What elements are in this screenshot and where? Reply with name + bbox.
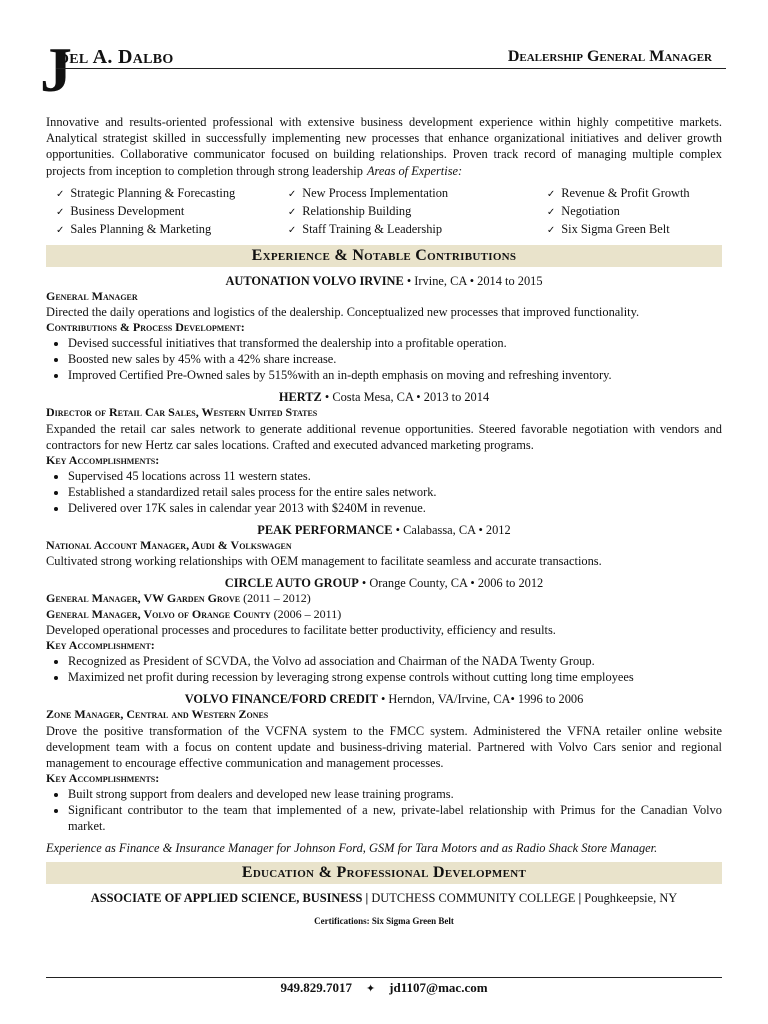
- bullet-item: • Recognized as President of SCVDA, the Volvo ad association and Chairman of the NADA Twenty Group.: [68, 653, 722, 669]
- skill-item: ✓ Revenue & Profit Growth: [547, 185, 722, 203]
- role-title: General Manager, Volvo of Orange County: [46, 606, 271, 621]
- degree-separator: |: [575, 890, 585, 905]
- contact-footer: [0, 980, 768, 996]
- skill-item: ✓ Six Sigma Green Belt: [547, 221, 722, 239]
- certifications: Certifications: Six Sigma Green Belt: [314, 915, 454, 926]
- job-header: [46, 575, 722, 591]
- degree-separator: |: [362, 890, 372, 905]
- job-subheading: Key Accomplishments:: [46, 770, 160, 785]
- email-address[interactable]: jd1107@mac.com: [389, 980, 488, 995]
- skill-item: ✓ Strategic Planning & Forecasting: [56, 185, 278, 203]
- job-entry: [46, 389, 722, 516]
- job-description: Developed operational processes and procedures to facilitate better productivity, efficiency and results.: [46, 623, 556, 638]
- bullet-item: • Improved Certified Pre-Owned sales by 515%with an in-depth emphasis on moving and refreshing inventory.: [68, 367, 722, 383]
- job-role: National Account Manager, Audi & Volkswagen: [46, 537, 292, 552]
- job-description: Expanded the retail car sales network to generate additional revenue opportunities. Steered favorable negotiation with vendors and contractors for new Hertz car sales locations. Crafted and executed advanced marketing programs.: [46, 421, 722, 452]
- header-divider: [56, 68, 726, 69]
- skills-column-2: [278, 185, 537, 239]
- skill-item: ✓ Relationship Building: [288, 203, 537, 221]
- job-entry: [46, 273, 722, 384]
- employer-name: AUTONATION VOLVO IRVINE: [225, 273, 404, 288]
- role-title: General Manager, VW Garden Grove: [46, 591, 241, 606]
- name-initial: J: [40, 34, 72, 105]
- job-location-dates: • Calabassa, CA • 2012: [392, 522, 511, 537]
- job-description: Drove the positive transformation of the VCFNA system to the FMCC system. Administered the VFNA retailer online website development team with a focus on content update and business-driving material. Partnered with Volvo Cars senior and regional management to encourage effective communication and management processes.: [46, 723, 722, 770]
- role-dates: (2011 – 2012): [240, 591, 311, 606]
- job-location-dates: • Costa Mesa, CA • 2013 to 2014: [321, 390, 490, 405]
- job-header: [46, 522, 722, 538]
- job-bullets: [46, 786, 722, 834]
- job-location-dates: • Irvine, CA • 2014 to 2015: [403, 273, 543, 288]
- employer-name: PEAK PERFORMANCE: [257, 522, 393, 537]
- skill-item: ✓ Negotiation: [547, 203, 722, 221]
- resume-body: [46, 114, 722, 926]
- job-role: General Manager: [46, 288, 138, 303]
- footer-divider: [46, 977, 722, 978]
- employer-name: CIRCLE AUTO GROUP: [224, 576, 359, 591]
- skill-item: ✓ Sales Planning & Marketing: [56, 221, 278, 239]
- job-header: [46, 273, 722, 289]
- job-role: [46, 591, 722, 607]
- job-title: Dealership General Manager: [507, 48, 712, 65]
- bullet-item: • Delivered over 17K sales in calendar year 2013 with $240M in revenue.: [68, 500, 722, 516]
- job-location-dates: • Orange County, CA • 2006 to 2012: [358, 576, 544, 591]
- employer-name: VOLVO FINANCE/FORD CREDIT: [184, 692, 378, 707]
- degree-line: [46, 890, 722, 906]
- skills-column-3: [537, 185, 722, 239]
- candidate-name: oel A. Dalbo: [58, 46, 174, 68]
- role-dates: (2006 – 2011): [270, 606, 342, 621]
- summary-text: Innovative and results-oriented professional with extensive business development experience within highly competitive markets. Analytical strategist skilled in successfully implementing new processes that enhance organizational initiatives and deliver growth opportunities. Collaborative communicator focused on building relationships. Proven track record of managing multiple complex projects from inception to completion through strong leadership: [46, 115, 722, 178]
- job-location-dates: • Herndon, VA/Irvine, CA• 1996 to 2006: [377, 692, 584, 707]
- job-entry: [46, 575, 722, 685]
- education-section-heading: Education & Professional Development: [46, 862, 722, 884]
- bullet-item: • Built strong support from dealers and developed new lease training programs.: [68, 786, 722, 802]
- skills-column-1: [46, 185, 278, 239]
- resume-header: [40, 34, 726, 105]
- additional-experience-note: Experience as Finance & Insurance Manager for Johnson Ford, GSM for Tara Motors and as Radio Shack Store Manager.: [46, 840, 658, 855]
- job-description: Directed the daily operations and logistics of the dealership. Conceptualized new processes that improved functionality.: [46, 305, 640, 320]
- job-role: Zone Manager, Central and Western Zones: [46, 707, 269, 722]
- degree-name: ASSOCIATE OF APPLIED SCIENCE, BUSINESS: [90, 890, 363, 905]
- bullet-item: • Boosted new sales by 45% with a 42% share increase.: [68, 351, 722, 367]
- job-subheading: Key Accomplishment:: [46, 638, 155, 653]
- job-bullets: [46, 335, 722, 383]
- job-entry: [46, 691, 722, 834]
- job-header: [46, 691, 722, 707]
- job-bullets: [46, 468, 722, 516]
- diamond-separator-icon: ✦: [365, 982, 376, 995]
- job-entry: [46, 522, 722, 570]
- job-role: Director of Retail Car Sales, Western United States: [46, 405, 318, 420]
- experience-section-heading: Experience & Notable Contributions: [46, 245, 722, 267]
- bullet-item: • Significant contributor to the team that implemented of a new, private-label relationship with Primus for the Canadian Volvo market.: [68, 802, 722, 834]
- bullet-item: • Devised successful initiatives that transformed the dealership into a profitable operation.: [68, 335, 722, 351]
- school-name: DUTCHESS COMMUNITY COLLEGE: [371, 890, 576, 905]
- skills-grid: [46, 185, 722, 239]
- job-bullets: [46, 653, 722, 685]
- bullet-item: • Maximized net profit during recession by leveraging strong expense controls without cutting long time employees: [68, 669, 722, 685]
- job-header: [46, 389, 722, 405]
- employer-name: HERTZ: [278, 390, 322, 405]
- phone-number: 949.829.7017: [280, 980, 352, 995]
- job-subheading: Contributions & Process Development:: [46, 320, 245, 335]
- areas-of-expertise-label: Areas of Expertise:: [366, 163, 463, 178]
- skill-item: ✓ Business Development: [56, 203, 278, 221]
- job-description: Cultivated strong working relationships with OEM management to facilitate seamless and accurate transactions.: [46, 554, 602, 569]
- bullet-item: • Supervised 45 locations across 11 western states.: [68, 468, 722, 484]
- skill-item: ✓ New Process Implementation: [288, 185, 537, 203]
- school-location: Poughkeepsie, NY: [584, 890, 678, 905]
- job-role: [46, 607, 722, 623]
- skill-item: ✓ Staff Training & Leadership: [288, 221, 537, 239]
- bullet-item: • Established a standardized retail sales process for the entire sales network.: [68, 484, 722, 500]
- professional-summary: [46, 114, 722, 179]
- job-subheading: Key Accomplishments:: [46, 452, 160, 467]
